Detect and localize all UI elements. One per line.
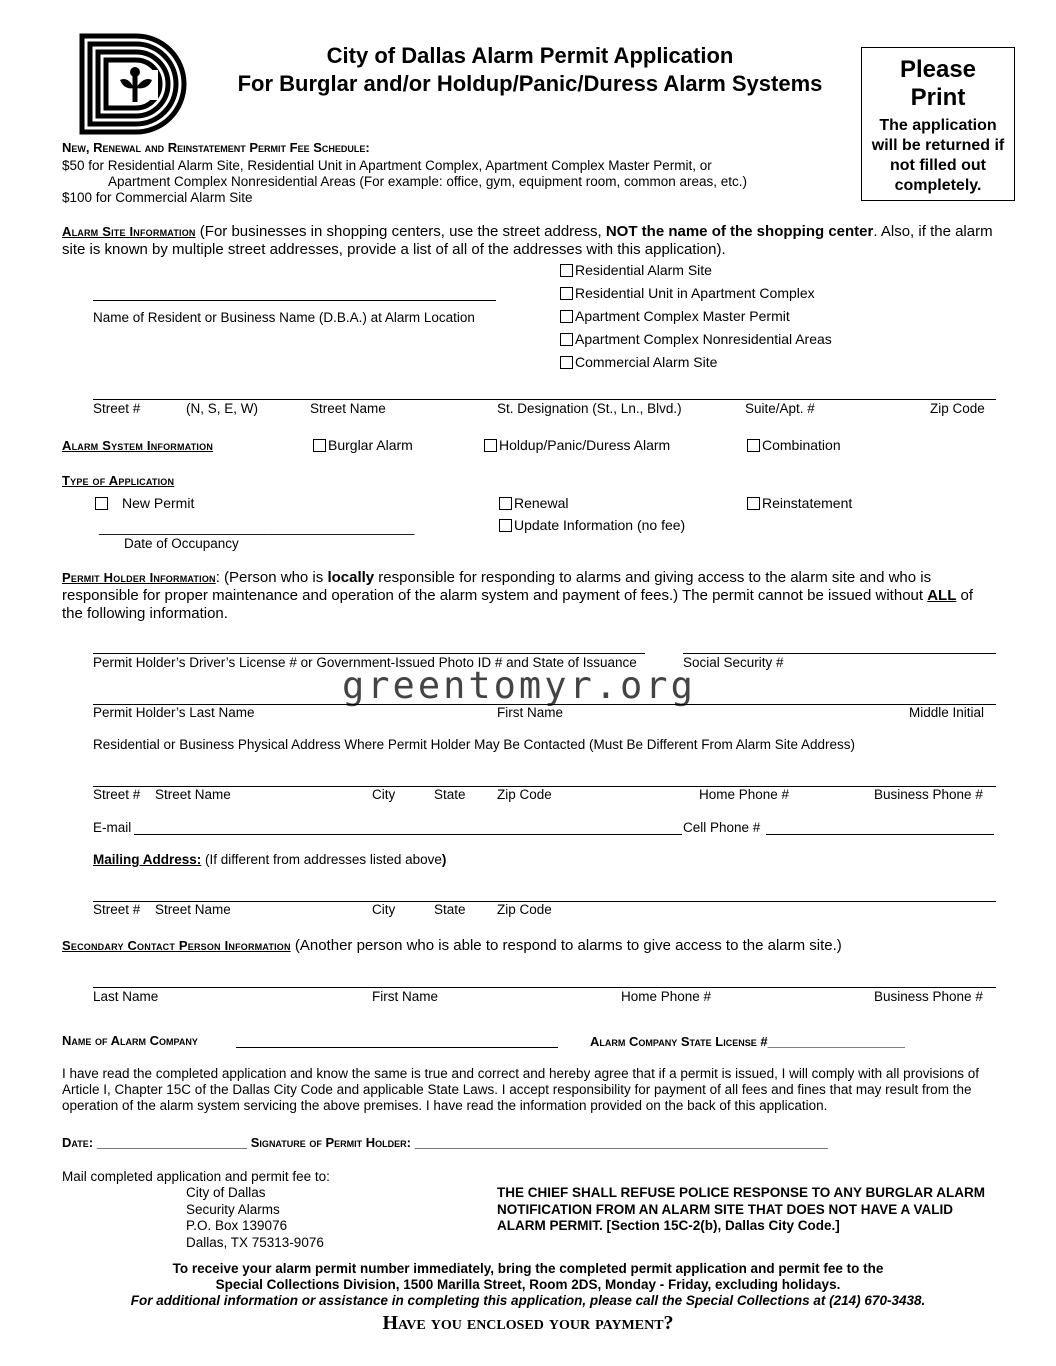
- alarm-system-heading: Alarm System Information: [62, 438, 214, 453]
- checkbox-residential-unit[interactable]: Residential Unit in Apartment Complex: [560, 285, 815, 301]
- watermark: greentomyr.org: [342, 664, 696, 707]
- date-label: Date:: [62, 1135, 94, 1150]
- please-print-body: The application will be returned if not filled out completely.: [871, 117, 1005, 194]
- mail-address: City of Dallas Security Alarms P.O. Box 139076 Dallas, TX 75313-9076: [186, 1185, 324, 1250]
- checkbox-renewal[interactable]: Renewal: [499, 495, 568, 511]
- checkbox-icon: [499, 519, 512, 532]
- alarm-site-heading: Alarm Site Information: [62, 224, 196, 239]
- fee-line-2: Apartment Complex Nonresidential Areas (For example: office, gym, equipment room, common areas, etc.): [108, 174, 748, 189]
- please-print-title: Please Print: [899, 56, 977, 111]
- cell-phone-label: Cell Phone #: [683, 820, 761, 835]
- fee-heading: New, Renewal and Reinstatement Permit Fee Schedule:: [62, 140, 370, 155]
- checkbox-commercial-alarm-site[interactable]: Commercial Alarm Site: [560, 354, 717, 370]
- label-direction: (N, S, E, W): [186, 401, 258, 416]
- police-response-warning: THE CHIEF SHALL REFUSE POLICE RESPONSE TO ANY BURGLAR ALARM NOTIFICATION FROM AN ALARM SITE THAT DOES NOT HAVE A VALID ALARM PERMIT. [Section 15C-2(b), Dallas City Code.]: [497, 1185, 986, 1233]
- alarm-site-address-line[interactable]: [93, 399, 996, 400]
- city-logo: [76, 32, 188, 136]
- checkbox-icon: [560, 333, 573, 346]
- checkbox-icon: [484, 439, 497, 452]
- alarm-company-field[interactable]: [236, 1047, 558, 1048]
- checkbox-burglar-alarm[interactable]: Burglar Alarm: [313, 437, 413, 453]
- secondary-last-name-label: Last Name: [93, 989, 159, 1004]
- mailing-street-number-label: Street #: [93, 902, 141, 917]
- date-field[interactable]: ____________________: [96, 1135, 247, 1150]
- holder-business-phone-label: Business Phone #: [874, 787, 983, 802]
- alarm-license-field[interactable]: ___________________: [767, 1034, 905, 1049]
- occupancy-date-label: Date of Occupancy: [124, 536, 239, 551]
- holder-zip-label: Zip Code: [497, 787, 552, 802]
- checkbox-icon: [560, 310, 573, 323]
- title-line-2: For Burglar and/or Holdup/Panic/Duress Alarm Systems: [237, 71, 823, 96]
- label-street-number: Street #: [93, 401, 141, 416]
- checkbox-holdup-alarm[interactable]: Holdup/Panic/Duress Alarm: [484, 437, 670, 453]
- contact-address-note: Residential or Business Physical Address Where Permit Holder May Be Contacted (Must Be Different From Alarm Site Address): [93, 737, 856, 752]
- checkbox-icon: [95, 497, 108, 510]
- form-title: [190, 42, 870, 98]
- application-type-heading: Type of Application: [62, 473, 175, 488]
- signature-field[interactable]: _______________________________________________________: [414, 1135, 828, 1150]
- checkbox-icon: [499, 497, 512, 510]
- label-zip: Zip Code: [930, 401, 985, 416]
- secondary-contact-line[interactable]: [93, 987, 996, 988]
- checkbox-new-permit[interactable]: New Permit: [95, 495, 194, 511]
- secondary-first-name-label: First Name: [372, 989, 439, 1004]
- label-street-name: Street Name: [310, 401, 386, 416]
- resident-name-label: Name of Resident or Business Name (D.B.A.) at Alarm Location: [93, 310, 475, 325]
- secondary-contact-heading: Secondary Contact Person Information: [62, 938, 291, 953]
- drivers-license-label: Permit Holder’s Driver’s License # or Government-Issued Photo ID # and State of Issuance: [93, 655, 637, 670]
- checkbox-apartment-nonresidential[interactable]: Apartment Complex Nonresidential Areas: [560, 331, 832, 347]
- holder-street-number-label: Street #: [93, 787, 141, 802]
- label-street-designation: St. Designation (St., Ln., Blvd.): [497, 401, 682, 416]
- holder-state-label: State: [434, 787, 466, 802]
- alarm-site-intro: Alarm Site Information (For businesses in shopping centers, use the street address, NOT the name of the shopping center. Also, if the alarm site is known by multiple street addresses, provide a list of all of the addresses with this application).: [62, 223, 993, 258]
- payment-reminder: Have you enclosed your payment?: [382, 1312, 674, 1334]
- holder-city-label: City: [372, 787, 396, 802]
- alarm-company-label: Name of Alarm Company: [62, 1033, 198, 1048]
- permit-holder-heading: Permit Holder Information: [62, 570, 216, 585]
- mail-intro: Mail completed application and permit fee to:: [62, 1169, 330, 1184]
- checkbox-combination[interactable]: Combination: [747, 437, 841, 453]
- ssn-label: Social Security #: [683, 655, 784, 670]
- footer-line-3: For additional information or assistance in completing this application, please call the Special Collections at (214) 670-3438.: [130, 1293, 926, 1308]
- checkbox-icon: [747, 439, 760, 452]
- certification-text: I have read the completed application and know the same is true and correct and hereby agree that if a permit is issued, I will comply with all provisions of Article I, Chapter 15C of the Dallas City Code and applicable State Laws. I accept responsibility for payment of all fees and fines that may result from the operation of the alarm system servicing the above premises. I have read the information provided on the back of this application.: [62, 1066, 979, 1113]
- email-label: E-mail: [93, 820, 132, 835]
- mailing-street-name-label: Street Name: [155, 902, 231, 917]
- occupancy-date-line[interactable]: __________________________________________: [99, 520, 415, 535]
- fee-line-3: $100 for Commercial Alarm Site: [62, 190, 253, 205]
- cell-phone-field[interactable]: [766, 834, 994, 835]
- mailing-address-label: Mailing Address: (If different from addresses listed above): [93, 852, 447, 867]
- holder-middle-initial-label: Middle Initial: [909, 705, 985, 720]
- signature-label: Signature of Permit Holder:: [250, 1135, 411, 1150]
- secondary-home-phone-label: Home Phone #: [621, 989, 712, 1004]
- checkbox-apartment-master[interactable]: Apartment Complex Master Permit: [560, 308, 790, 324]
- checkbox-update-information[interactable]: Update Information (no fee): [499, 517, 685, 533]
- permit-holder-intro: Permit Holder Information: (Person who is locally responsible for responding to alarms and giving access to the alarm site and who is responsible for proper maintenance and operation of the alarm system and payment of fees.) The permit cannot be issued without ALL of the following information.: [62, 569, 974, 622]
- footer-line-2: Special Collections Division, 1500 Marilla Street, Room 2DS, Monday - Friday, excluding holidays.: [215, 1277, 841, 1292]
- secondary-business-phone-label: Business Phone #: [874, 989, 983, 1004]
- holder-home-phone-label: Home Phone #: [699, 787, 790, 802]
- drivers-license-line[interactable]: [93, 653, 645, 654]
- checkbox-reinstatement[interactable]: Reinstatement: [747, 495, 852, 511]
- holder-first-name-label: First Name: [497, 705, 564, 720]
- fee-line-1: $50 for Residential Alarm Site, Residential Unit in Apartment Complex, Apartment Complex Master Permit, or: [62, 158, 712, 173]
- signature-row: [62, 1135, 828, 1150]
- footer-line-1: To receive your alarm permit number immediately, bring the completed permit application and permit fee to the: [172, 1261, 884, 1276]
- holder-last-name-label: Permit Holder’s Last Name: [93, 705, 255, 720]
- checkbox-icon: [747, 497, 760, 510]
- email-field[interactable]: [134, 834, 682, 835]
- title-line-1: City of Dallas Alarm Permit Application: [326, 43, 734, 68]
- checkbox-icon: [560, 287, 573, 300]
- footer: [40, 1261, 1016, 1334]
- secondary-contact-intro: Secondary Contact Person Information (Another person who is able to respond to alarms to give access to the alarm site.): [62, 937, 842, 954]
- mailing-zip-label: Zip Code: [497, 902, 552, 917]
- holder-street-name-label: Street Name: [155, 787, 231, 802]
- resident-name-line[interactable]: [93, 300, 496, 301]
- checkbox-icon: [560, 264, 573, 277]
- checkbox-icon: [560, 356, 573, 369]
- ssn-line[interactable]: [683, 653, 996, 654]
- checkbox-residential-alarm-site[interactable]: Residential Alarm Site: [560, 262, 712, 278]
- label-suite: Suite/Apt. #: [745, 401, 815, 416]
- mailing-state-label: State: [434, 902, 466, 917]
- checkbox-icon: [313, 439, 326, 452]
- please-print-box: [861, 47, 1015, 201]
- alarm-license-label: Alarm Company State License #___________________: [590, 1034, 905, 1049]
- mailing-city-label: City: [372, 902, 396, 917]
